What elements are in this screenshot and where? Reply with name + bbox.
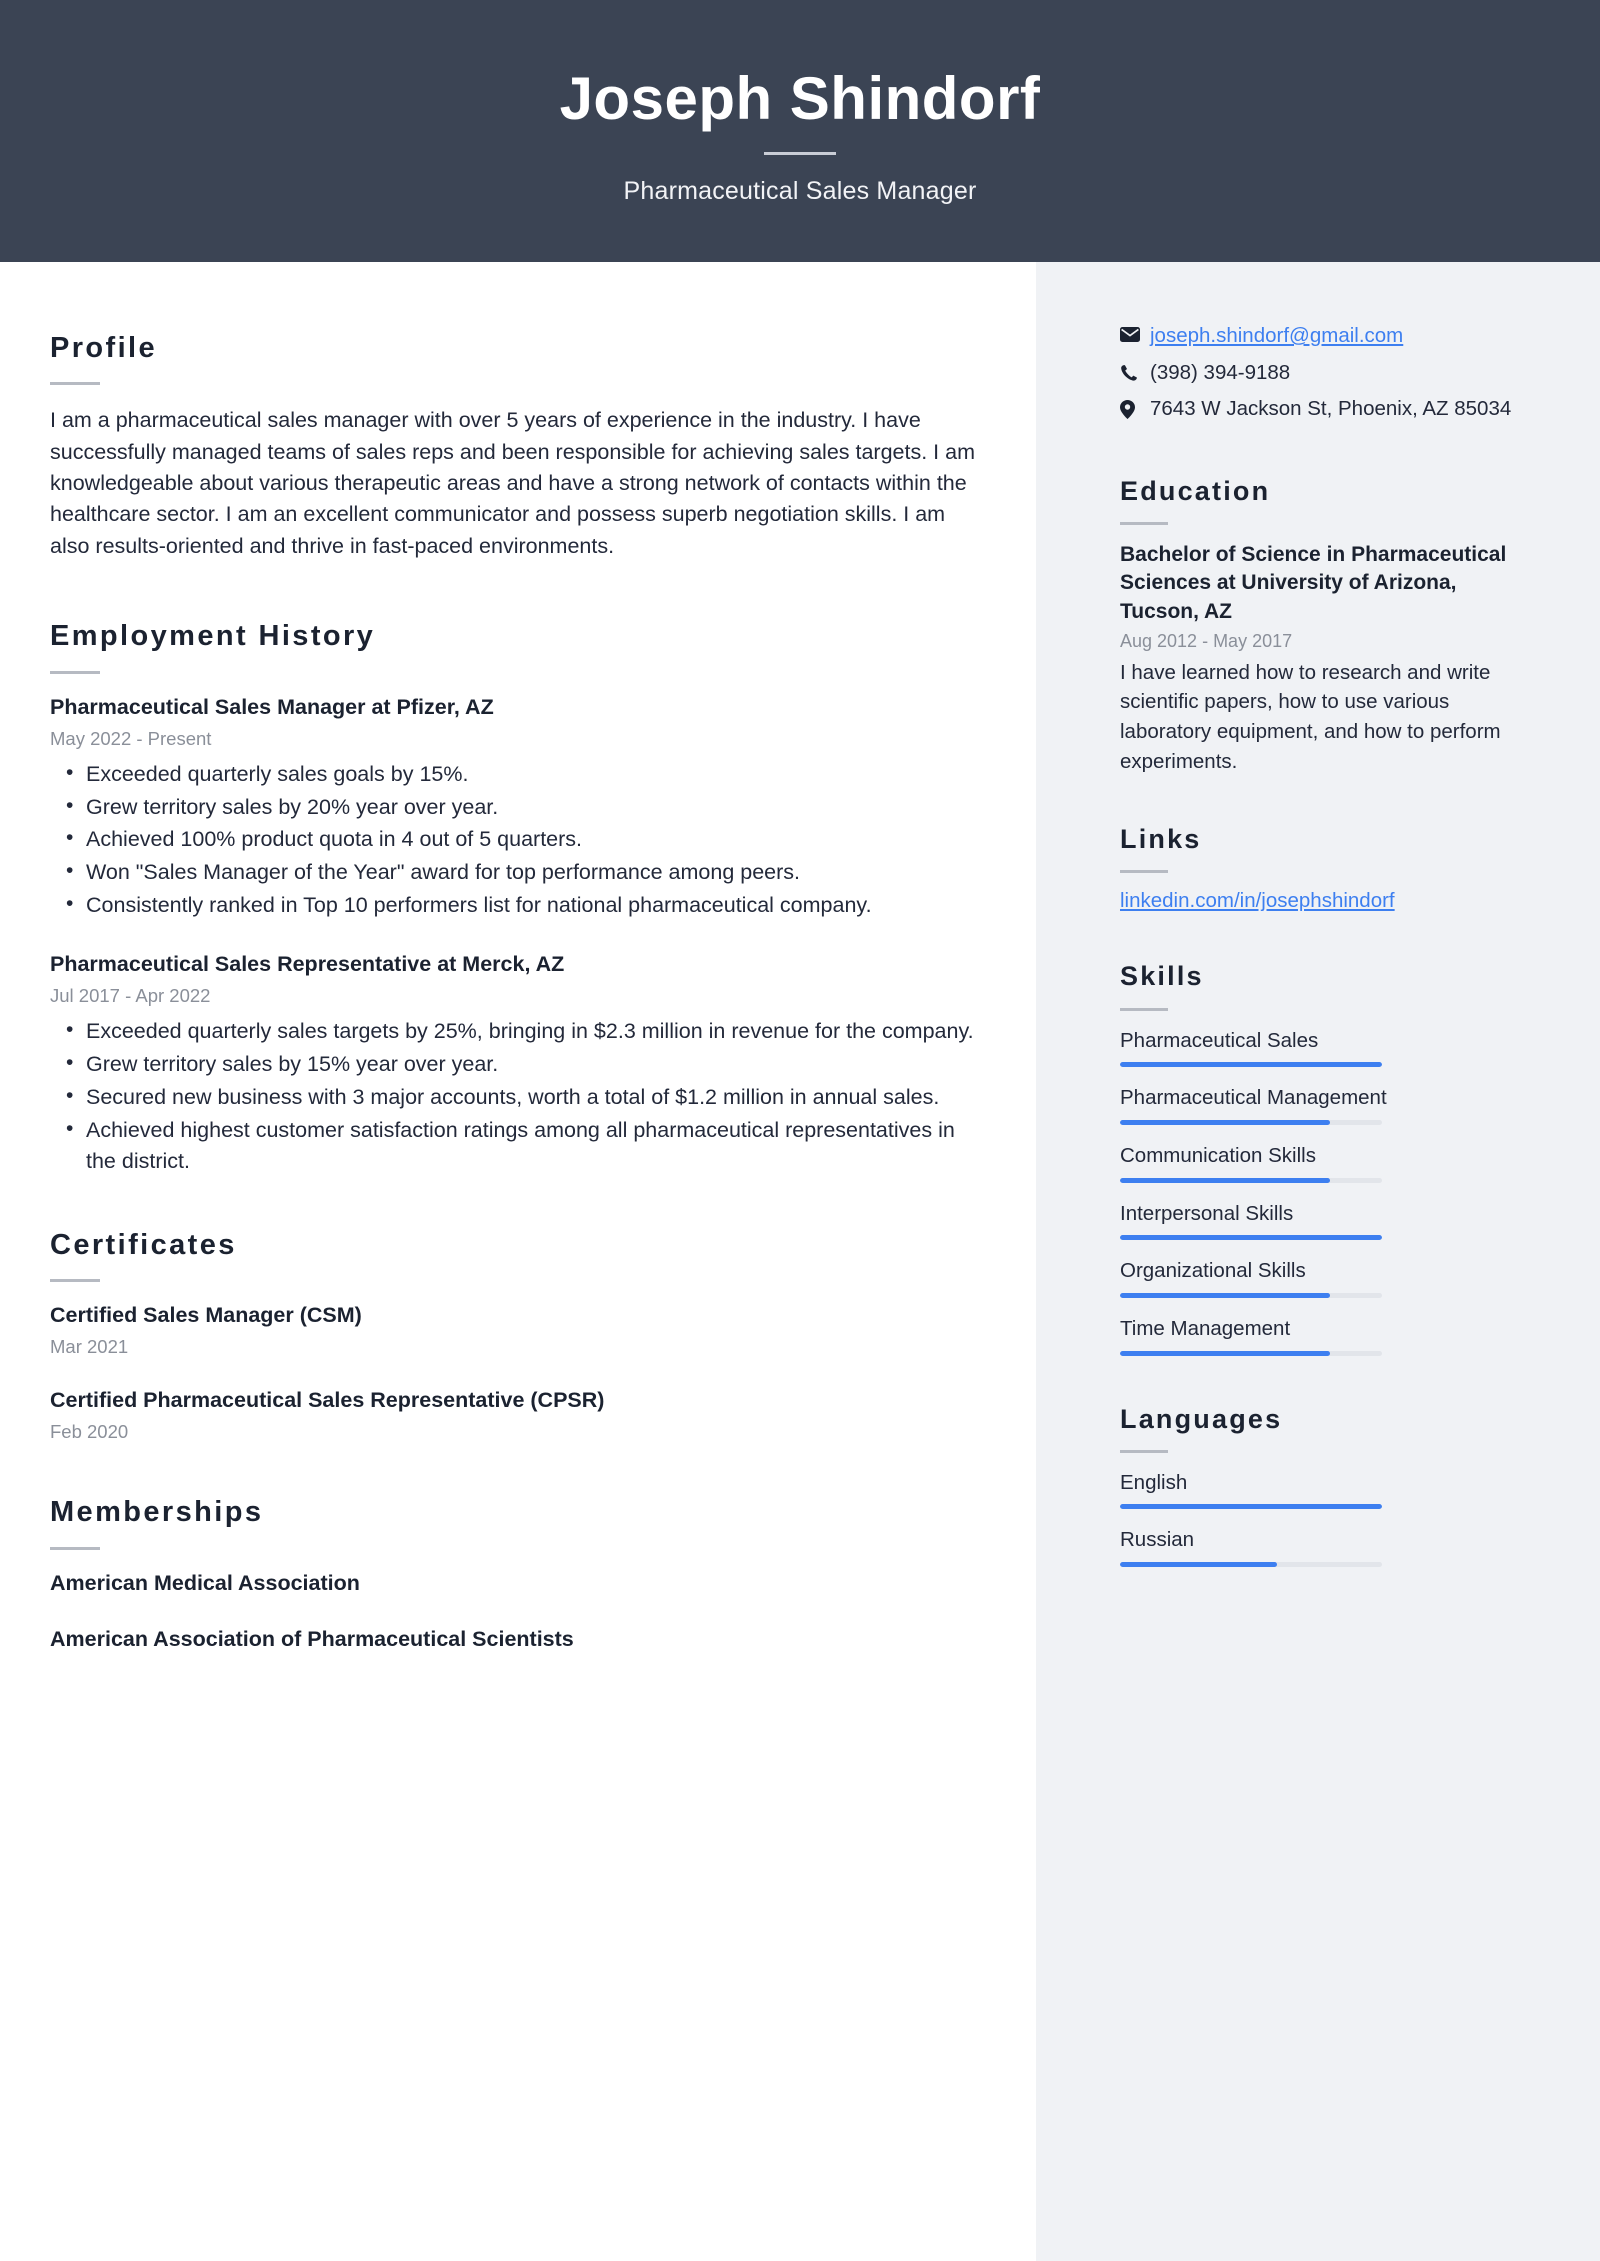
section-rule — [50, 1547, 100, 1550]
skill-item — [1120, 1315, 1538, 1356]
bullet-item: • Exceeded quarterly sales targets by 25%, bringing in $2.3 million in revenue for the company. — [50, 1016, 984, 1047]
employment-entry — [50, 951, 984, 1177]
skill-item — [1120, 1200, 1538, 1241]
skill-bar-fill — [1120, 1120, 1330, 1125]
skill-label: Pharmaceutical Sales — [1120, 1028, 1319, 1052]
certificate-entry — [50, 1302, 984, 1359]
memberships-section — [50, 1496, 984, 1653]
location-pin-icon — [1120, 395, 1150, 419]
contact-list — [1120, 322, 1538, 424]
education-heading: Education — [1120, 476, 1271, 507]
bullet-item: • Achieved 100% product quota in 4 out of 5 quarters. — [50, 824, 984, 855]
language-bar-fill — [1120, 1562, 1277, 1567]
language-item — [1120, 1526, 1538, 1567]
section-rule — [50, 382, 100, 385]
skill-bar-track — [1120, 1351, 1382, 1356]
bullet-item: • Exceeded quarterly sales goals by 15%. — [50, 759, 984, 790]
skill-bar-fill — [1120, 1235, 1382, 1240]
bullet-item: • Consistently ranked in Top 10 performers list for national pharmaceutical company. — [50, 890, 984, 921]
education-title: Bachelor of Science in Pharmaceutical Sciences at University of Arizona, Tucson, AZ — [1120, 543, 1507, 623]
skill-label: Organizational Skills — [1120, 1259, 1306, 1283]
phone-icon — [1120, 359, 1150, 382]
job-title: Pharmaceutical Sales Representative at Merck, AZ — [50, 952, 565, 977]
certificates-section — [50, 1229, 984, 1444]
section-rule — [1120, 1008, 1168, 1011]
skill-bar-track — [1120, 1293, 1382, 1298]
section-rule — [1120, 870, 1168, 873]
skill-item — [1120, 1084, 1538, 1125]
header-divider — [764, 152, 836, 155]
memberships-heading: Memberships — [50, 1496, 264, 1529]
languages-heading: Languages — [1120, 1403, 1283, 1434]
skills-heading: Skills — [1120, 961, 1204, 992]
job-bullets — [50, 759, 984, 922]
skill-label: Pharmaceutical Management — [1120, 1086, 1387, 1110]
profile-text: I am a pharmaceutical sales manager with over 5 years of experience in the industry. I have successfully managed teams of sales reps and been responsible for achieving sales targets. I am knowledgeable about various therapeutic areas and have a strong network of contacts within the healthcare sector. I am an excellent communicator and possess superb negotiation skills. I am also results-oriented and thrive in fast-paced environments. — [50, 408, 975, 558]
linkedin-link[interactable]: linkedin.com/in/josephshindorf — [1120, 889, 1395, 913]
candidate-name: Joseph Shindorf — [559, 65, 1041, 132]
bullet-item: • Secured new business with 3 major accounts, worth a total of $1.2 million in annual sales. — [50, 1082, 984, 1113]
membership-entry: American Association of Pharmaceutical Scientists — [50, 1626, 574, 1651]
skill-bar-track — [1120, 1062, 1382, 1067]
job-date: Jul 2017 - Apr 2022 — [50, 985, 211, 1007]
certificate-date: Mar 2021 — [50, 1336, 129, 1358]
main-column — [0, 262, 1036, 2261]
job-bullets — [50, 1016, 984, 1177]
sidebar-column — [1036, 262, 1600, 2261]
employment-heading: Employment History — [50, 620, 376, 653]
section-rule — [50, 1279, 100, 1282]
education-section — [1120, 476, 1538, 776]
skill-bar-fill — [1120, 1293, 1330, 1298]
bullet-item: • Grew territory sales by 15% year over year. — [50, 1049, 984, 1080]
skill-bar-fill — [1120, 1351, 1330, 1356]
skill-bar-track — [1120, 1120, 1382, 1125]
certificate-title: Certified Sales Manager (CSM) — [50, 1303, 362, 1328]
job-title: Pharmaceutical Sales Manager at Pfizer, AZ — [50, 694, 494, 719]
certificates-heading: Certificates — [50, 1229, 237, 1262]
profile-section — [50, 332, 984, 562]
skills-section — [1120, 961, 1538, 1355]
language-label: Russian — [1120, 1528, 1195, 1552]
skill-item — [1120, 1142, 1538, 1183]
bullet-item: • Won "Sales Manager of the Year" award for top performance among peers. — [50, 857, 984, 888]
skill-item — [1120, 1257, 1538, 1298]
email-text[interactable]: joseph.shindorf@gmail.com — [1150, 324, 1404, 347]
phone-text: (398) 394-9188 — [1150, 360, 1291, 384]
bullet-item: • Achieved highest customer satisfaction ratings among all pharmaceutical representatives in the district. — [50, 1115, 984, 1177]
language-bar-fill — [1120, 1504, 1382, 1509]
skill-bar-fill — [1120, 1178, 1330, 1183]
languages-section — [1120, 1404, 1538, 1567]
candidate-job-title: Pharmaceutical Sales Manager — [623, 177, 977, 205]
bullet-item: • Grew territory sales by 20% year over year. — [50, 792, 984, 823]
language-label: English — [1120, 1470, 1188, 1494]
contact-row-address — [1120, 395, 1538, 424]
resume-header — [0, 0, 1600, 262]
skill-bar-fill — [1120, 1062, 1382, 1067]
skill-label: Interpersonal Skills — [1120, 1201, 1294, 1225]
skill-item — [1120, 1027, 1538, 1068]
skill-label: Time Management — [1120, 1316, 1291, 1340]
language-item — [1120, 1469, 1538, 1510]
resume-body — [0, 262, 1600, 2261]
education-date: Aug 2012 - May 2017 — [1120, 631, 1293, 652]
address-text: 7643 W Jackson St, Phoenix, AZ 85034 — [1150, 397, 1512, 421]
membership-entry: American Medical Association — [50, 1570, 360, 1595]
contact-row-phone — [1120, 359, 1538, 388]
language-bar-track — [1120, 1562, 1382, 1567]
skill-label: Communication Skills — [1120, 1143, 1316, 1167]
profile-heading: Profile — [50, 332, 158, 364]
section-rule — [1120, 522, 1168, 525]
links-heading: Links — [1120, 824, 1202, 855]
employment-entry — [50, 694, 984, 922]
envelope-icon — [1120, 322, 1150, 342]
links-section — [1120, 824, 1538, 913]
skill-bar-track — [1120, 1235, 1382, 1240]
section-rule — [50, 671, 100, 674]
language-bar-track — [1120, 1504, 1382, 1509]
job-date: May 2022 - Present — [50, 727, 212, 749]
education-description: I have learned how to research and write scientific papers, how to use various laboratory equipment, and how to perform experiments. — [1120, 660, 1501, 773]
skill-bar-track — [1120, 1178, 1382, 1183]
contact-row-email — [1120, 322, 1538, 351]
section-rule — [1120, 1450, 1168, 1453]
certificate-title: Certified Pharmaceutical Sales Representative (CPSR) — [50, 1388, 605, 1413]
employment-section — [50, 620, 984, 1177]
certificate-date: Feb 2020 — [50, 1421, 129, 1443]
certificate-entry — [50, 1387, 984, 1444]
